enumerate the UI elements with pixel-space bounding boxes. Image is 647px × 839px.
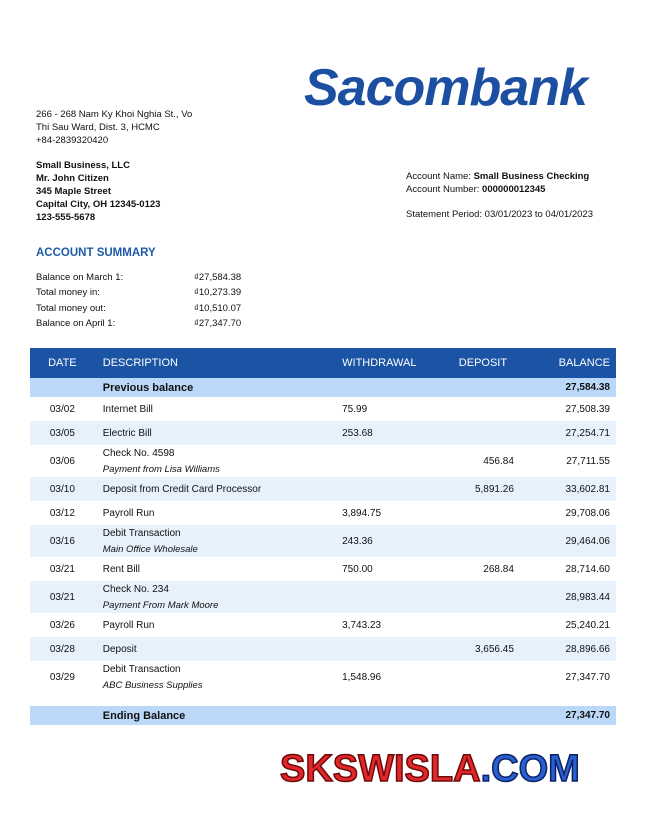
- sacombank-logo: Sacombank: [304, 59, 587, 117]
- cell-balance: 27,508.39: [565, 403, 610, 415]
- account-number-label: Account Number:: [406, 184, 480, 195]
- summary-title: ACCOUNT SUMMARY: [36, 247, 156, 259]
- cell-balance: 29,708.06: [565, 507, 610, 519]
- cell-balance: 27,254.71: [526, 421, 616, 445]
- col-deposit: DEPOSIT: [440, 348, 526, 378]
- col-date: DATE: [30, 348, 95, 378]
- customer-name: Mr. John Citizen: [36, 173, 109, 184]
- summary-value: ₫10,510.07: [194, 302, 242, 314]
- cell-date: 03/29: [49, 671, 75, 683]
- cell-withdrawal: 3,743.23: [342, 619, 382, 631]
- table-row: [30, 661, 616, 693]
- cell-withdrawal: 3,894.75: [342, 507, 382, 519]
- cell-deposit: [440, 613, 526, 637]
- summary-row: [36, 303, 266, 318]
- cell-date: 03/28: [30, 637, 95, 661]
- cell-date: 03/02: [49, 403, 75, 415]
- cell-balance: 33,602.81: [526, 477, 616, 501]
- cell-description: [95, 445, 342, 477]
- description-text: Check No. 4598: [102, 447, 175, 459]
- summary-value: ₫10,273.39: [194, 287, 242, 299]
- ending-balance-label: Ending Balance: [95, 706, 342, 725]
- previous-balance-label: Previous balance: [95, 378, 342, 397]
- ending-balance-value: 27,347.70: [526, 706, 616, 725]
- summary-value: ₫27,347.70: [194, 317, 242, 329]
- previous-balance-value: 27,584.38: [526, 378, 616, 397]
- account-number: 000000012345: [482, 184, 546, 195]
- watermark: [280, 748, 580, 791]
- cell-description: [95, 421, 342, 445]
- table-header: [30, 348, 616, 378]
- bank-address-line: Thi Sau Ward, Dist. 3, HCMC: [36, 122, 160, 133]
- cell-withdrawal: [342, 445, 440, 477]
- bank-address-line: 266 - 268 Nam Ky Khoi Nghia St., Vo: [36, 109, 193, 120]
- cell-balance: 28,714.60: [565, 563, 610, 575]
- watermark-part1: SKSWISLA: [280, 748, 481, 790]
- summary-row: [36, 272, 266, 287]
- cell-date: 03/10: [30, 477, 95, 501]
- table-row: [30, 637, 616, 661]
- cell-deposit: 3,656.45: [440, 637, 526, 661]
- bank-address: [36, 108, 192, 147]
- summary-label: Total money out:: [36, 302, 106, 314]
- cell-balance: 25,240.21: [565, 619, 610, 631]
- cell-deposit: [440, 581, 526, 613]
- cell-date: 03/16: [30, 525, 95, 557]
- description-text: Internet Bill: [102, 403, 153, 415]
- customer-street: 345 Maple Street: [36, 186, 111, 197]
- cell-withdrawal: 253.68: [342, 421, 440, 445]
- customer-block: [36, 159, 160, 224]
- account-info: [406, 170, 589, 196]
- table-row: [30, 557, 616, 581]
- summary-value: ₫27,584.38: [194, 272, 242, 283]
- cell-deposit: [440, 421, 526, 445]
- table-row: [30, 613, 616, 637]
- cell-description: [95, 637, 342, 661]
- transactions-table: [30, 348, 616, 725]
- table-row: [30, 445, 616, 477]
- ending-balance-row: [30, 706, 616, 725]
- summary-label: Balance on March 1:: [36, 272, 124, 283]
- cell-date: 03/05: [30, 421, 95, 445]
- customer-phone: 123-555-5678: [36, 212, 96, 223]
- cell-balance: 27,711.55: [566, 455, 610, 467]
- table-row: [30, 581, 616, 613]
- cell-description: [95, 557, 342, 581]
- description-text: Payroll Run: [102, 619, 155, 631]
- col-balance: BALANCE: [526, 348, 616, 378]
- cell-description: [95, 477, 342, 501]
- cell-description: [95, 613, 342, 637]
- table-row: [30, 397, 616, 421]
- cell-date: 03/26: [49, 619, 75, 631]
- cell-deposit: [440, 525, 526, 557]
- cell-balance: 28,983.44: [526, 581, 616, 613]
- cell-withdrawal: 750.00: [342, 563, 373, 575]
- cell-withdrawal: 243.36: [342, 525, 440, 557]
- summary-row: [36, 318, 266, 333]
- description-text: Debit Transaction: [102, 527, 181, 539]
- cell-balance: 28,896.66: [526, 637, 616, 661]
- cell-withdrawal: 75.99: [342, 403, 368, 415]
- description-text: Payroll Run: [102, 507, 155, 519]
- description-text: Debit Transaction: [102, 663, 181, 675]
- cell-deposit: [440, 397, 526, 421]
- table-row: [30, 421, 616, 445]
- cell-description: [95, 661, 342, 693]
- cell-deposit: [440, 661, 526, 693]
- description-text: Electric Bill: [102, 427, 152, 439]
- cell-deposit: 456.84: [483, 455, 514, 467]
- cell-withdrawal: 1,548.96: [342, 671, 382, 683]
- cell-withdrawal: [342, 581, 440, 613]
- statement-period: Statement Period: 03/01/2023 to 04/01/2023: [406, 209, 593, 220]
- col-withdrawal: WITHDRAWAL: [342, 348, 440, 378]
- description-text: Deposit from Credit Card Processor: [102, 483, 262, 495]
- table-row: [30, 501, 616, 525]
- cell-description: [95, 581, 342, 613]
- bank-phone: +84-2839320420: [36, 135, 109, 146]
- table-spacer: [30, 693, 616, 706]
- cell-date: 03/12: [49, 507, 75, 519]
- account-name-label: Account Name:: [406, 171, 471, 182]
- cell-description: [95, 397, 342, 421]
- summary-label: Total money in:: [36, 287, 100, 299]
- cell-date: 03/06: [49, 455, 75, 467]
- table-row: [30, 477, 616, 501]
- cell-deposit: [440, 501, 526, 525]
- cell-description: [95, 525, 342, 557]
- cell-withdrawal: [342, 477, 440, 501]
- account-summary: [36, 272, 266, 333]
- cell-balance: 27,347.70: [565, 671, 610, 683]
- table-row: [30, 525, 616, 557]
- customer-company: Small Business, LLC: [36, 160, 130, 171]
- customer-city: Capital City, OH 12345-0123: [36, 199, 161, 210]
- cell-withdrawal: [342, 637, 440, 661]
- description-memo: ABC Business Supplies: [102, 679, 203, 691]
- description-text: Rent Bill: [102, 563, 141, 575]
- cell-balance: 29,464.06: [526, 525, 616, 557]
- description-memo: Payment From Mark Moore: [102, 599, 219, 611]
- description-memo: Main Office Wholesale: [102, 543, 198, 555]
- summary-label: Balance on April 1:: [36, 317, 116, 329]
- cell-deposit: 5,891.26: [440, 477, 526, 501]
- previous-balance-row: [30, 378, 616, 397]
- cell-deposit: 268.84: [483, 563, 514, 575]
- description-memo: Payment from Lisa Williams: [102, 463, 220, 475]
- cell-description: [95, 501, 342, 525]
- cell-date: 03/21: [30, 581, 95, 613]
- watermark-part2: .COM: [480, 748, 580, 790]
- col-description: DESCRIPTION: [95, 348, 342, 378]
- account-name: Small Business Checking: [473, 171, 590, 182]
- summary-row: [36, 287, 266, 302]
- description-text: Check No. 234: [102, 583, 169, 595]
- description-text: Deposit: [102, 643, 137, 655]
- cell-date: 03/21: [49, 563, 75, 575]
